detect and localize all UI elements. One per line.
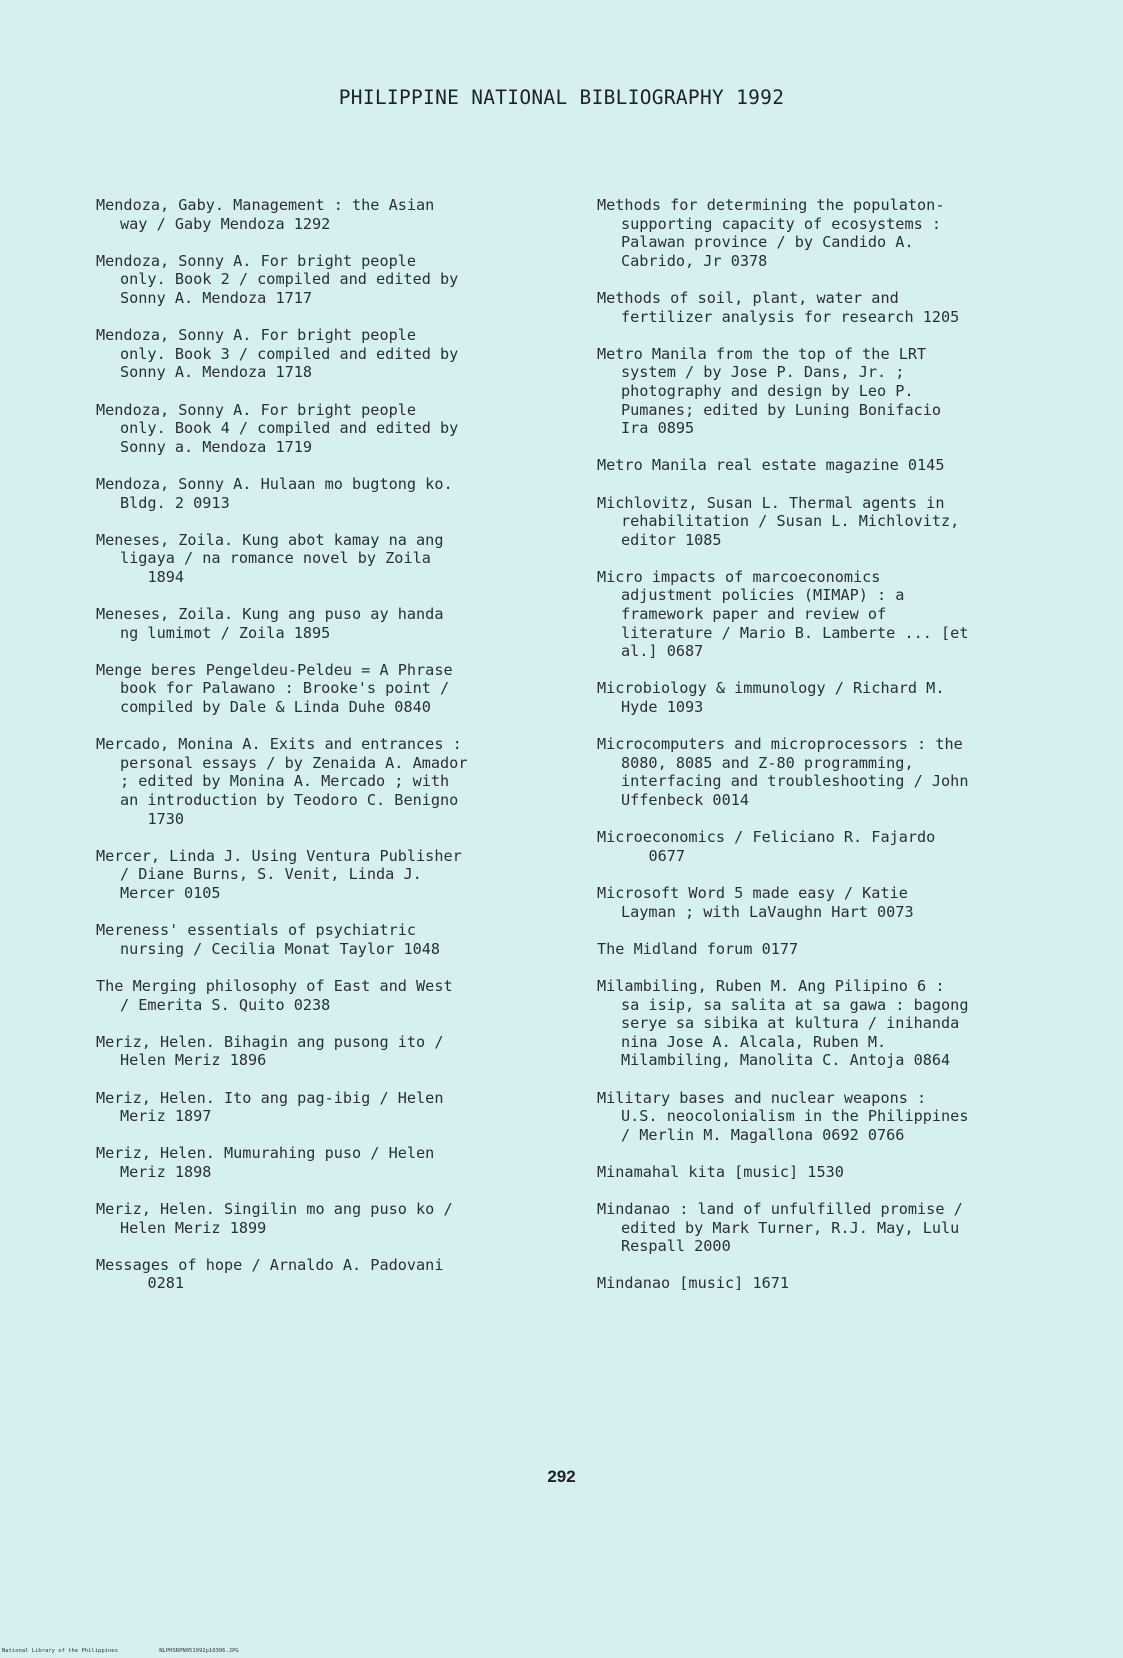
bibliography-entry: Meriz, Helen. Singilin mo ang puso ko / Helen Meriz 1899: [96, 1200, 453, 1237]
bibliography-entry: Methods for determining the populaton- supporting capacity of ecosystems : Palawan province / by Candido A. Cabrido, Jr 0378: [597, 196, 945, 270]
scan-footer: [2, 1648, 277, 1654]
bibliography-entry: Metro Manila real estate magazine 0145: [597, 456, 945, 475]
bibliography-entry: Mendoza, Sonny A. Hulaan mo bugtong ko. Bldg. 2 0913: [96, 474, 453, 512]
right-column: [597, 196, 1067, 1312]
bibliography-entry: Mendoza, Gaby. Management : the Asian way / Gaby Mendoza 1292: [96, 196, 435, 233]
bibliography-entry: Messages of hope / Arnaldo A. Padovani 0281: [96, 1255, 444, 1293]
bibliography-entry: Microcomputers and microprocessors : the 8080, 8085 and Z-80 programming, interfacing and troubleshooting / John Uffenbeck 0014: [597, 735, 969, 809]
bibliography-entry: The Merging philosophy of East and West / Emerita S. Quito 0238: [96, 976, 453, 1014]
bibliography-entry: Military bases and nuclear weapons : U.S. neocolonialism in the Philippines / Merlin M. Magallona 0692 0766: [597, 1088, 969, 1144]
bibliography-entry: Milambiling, Ruben M. Ang Pilipino 6 : sa isip, sa salita at sa gawa : bagong serye sa sibika at kultura / inihanda nina Jose A. Alcala, Ruben M. Milambiling, Manolita C. Antoja 0864: [597, 976, 969, 1070]
bibliography-entry: Mendoza, Sonny A. For bright people only. Book 2 / compiled and edited by Sonny A. Mendoza 1717: [96, 251, 459, 307]
bibliography-entry: Menge beres Pengeldeu-Peldeu = A Phrase book for Palawano : Brooke's point / compiled by Dale & Linda Duhe 0840: [96, 660, 453, 717]
bibliography-entry: Microsoft Word 5 made easy / Katie Layman ; with LaVaughn Hart 0073: [597, 883, 914, 921]
bibliography-entry: Minamahal kita [music] 1530: [597, 1162, 844, 1181]
bibliography-entry: Mendoza, Sonny A. For bright people only. Book 3 / compiled and edited by Sonny A. Mendoza 1718: [96, 326, 459, 382]
left-column: [96, 196, 566, 1312]
bibliography-entry: Meriz, Helen. Ito ang pag-ibig / Helen Meriz 1897: [96, 1088, 444, 1126]
bibliography-entry: Mereness' essentials of psychiatric nursing / Cecilia Monat Taylor 1048: [96, 921, 441, 958]
bibliography-entry: Methods of soil, plant, water and fertilizer analysis for research 1205: [597, 288, 960, 326]
bibliography-entry: Microeconomics / Feliciano R. Fajardo 0677: [597, 828, 936, 865]
footer-library: National Library of the Philippines: [2, 1648, 118, 1654]
bibliography-entry: Mercer, Linda J. Using Ventura Publisher / Diane Burns, S. Venit, Linda J. Mercer 0105: [96, 846, 462, 902]
bibliography-entry: Metro Manila from the top of the LRT system / by Jose P. Dans, Jr. ; photography and design by Leo P. Pumanes; edited by Luning Bonifacio Ira 0895: [597, 344, 942, 438]
bibliography-entry: Mindanao : land of unfulfilled promise / edited by Mark Turner, R.J. May, Lulu Respall 2000: [597, 1200, 963, 1256]
bibliography-entry: Microbiology & immunology / Richard M. Hyde 1093: [597, 679, 945, 717]
bibliography-entry: Meneses, Zoila. Kung ang puso ay handa ng lumimot / Zoila 1895: [96, 605, 444, 642]
bibliography-entry: Meriz, Helen. Bihagin ang pusong ito / Helen Meriz 1896: [96, 1032, 444, 1070]
bibliography-entry: Meneses, Zoila. Kung abot kamay na ang ligaya / na romance novel by Zoila 1894: [96, 530, 444, 586]
page-title: PHILIPPINE NATIONAL BIBLIOGRAPHY 1992: [338, 86, 785, 109]
bibliography-entry: Mendoza, Sonny A. For bright people only. Book 4 / compiled and edited by Sonny a. Mendoza 1719: [96, 400, 459, 456]
bibliography-entry: Mindanao [music] 1671: [597, 1274, 790, 1293]
bibliography-entry: Michlovitz, Susan L. Thermal agents in rehabilitation / Susan L. Michlovitz, editor 1085: [597, 493, 960, 549]
footer-file-id: NLPHSRPN051992p10306.JPG: [159, 1648, 239, 1654]
page-number: 292: [547, 1467, 576, 1486]
bibliography-entry: Mercado, Monina A. Exits and entrances : personal essays / by Zenaida A. Amador ; edited by Monina A. Mercado ; with an introduction by Teodoro C. Benigno 1730: [96, 735, 468, 828]
bibliography-entry: Meriz, Helen. Mumurahing puso / Helen Meriz 1898: [96, 1144, 435, 1181]
bibliography-entry: Micro impacts of marcoeconomics adjustment policies (MIMAP) : a framework paper and review of literature / Mario B. Lamberte ... [et al.] 0687: [597, 567, 969, 661]
bibliography-entry: The Midland forum 0177: [597, 939, 799, 958]
